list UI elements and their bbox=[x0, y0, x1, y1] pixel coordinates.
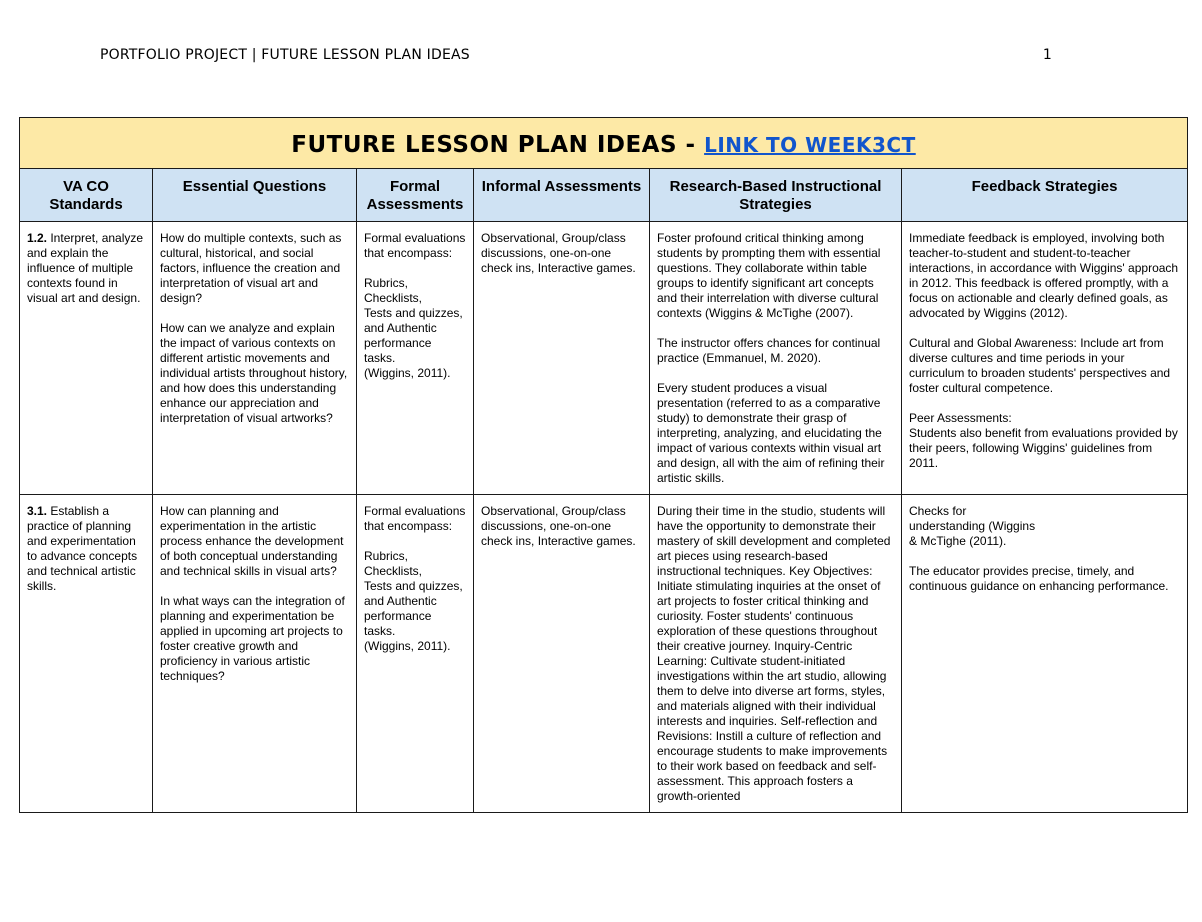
col-header-instructional-strategies: Research-Based Instructional Strategies bbox=[650, 169, 902, 222]
table-title bbox=[20, 118, 1188, 169]
standard-number: 3.1. bbox=[27, 504, 48, 518]
feedback-paragraph: Immediate feedback is employed, involving both teacher-to-student and student-to-teacher interactions, in accordance with Wiggins' approach in 2012. This feedback is offered promptly, with a focus on actionable and clearly defined goals, as advocated by Wiggins (2012). bbox=[909, 231, 1182, 320]
essential-questions-cell bbox=[153, 222, 357, 495]
strategy-paragraph: Every student produces a visual presentation (referred to as a comparative study) to demonstrate their grasp of interpreting, analyzing, and elucidating the impact of various contexts within visual art and design, all with the aim of refining their artistic skills. bbox=[657, 381, 888, 485]
lesson-plan-table bbox=[19, 117, 1188, 813]
formal-assessment-intro: Formal evaluations that encompass: bbox=[364, 504, 469, 533]
informal-assessment-text: Observational, Group/class discussions, one-on-one check ins, Interactive games. bbox=[481, 231, 636, 275]
table-row bbox=[20, 222, 1188, 495]
page-number: 1 bbox=[1042, 47, 1052, 63]
table-row bbox=[20, 495, 1188, 813]
informal-assessments-cell bbox=[474, 222, 650, 495]
document-title: PORTFOLIO PROJECT | FUTURE LESSON PLAN IDEAS bbox=[100, 47, 470, 63]
feedback-paragraph: Cultural and Global Awareness: Include art from diverse cultures and time periods in your curriculum to broaden students' perspectives and foster cultural competence. bbox=[909, 336, 1174, 395]
week3ct-link[interactable]: LINK TO WEEK3CT bbox=[704, 133, 916, 157]
essential-questions-cell bbox=[153, 495, 357, 813]
formal-assessment-list: Rubrics, Checklists, Tests and quizzes, and Authentic performance tasks. (Wiggins, 2011). bbox=[364, 549, 463, 653]
standard-cell bbox=[20, 222, 153, 495]
table-title-text: FUTURE LESSON PLAN IDEAS - bbox=[291, 132, 705, 158]
essential-question: How can planning and experimentation in the artistic process enhance the development of both conceptual understanding and technical skills in visual arts? bbox=[160, 504, 347, 578]
feedback-paragraph: Checks for understanding (Wiggins & McTighe (2011). bbox=[909, 504, 1036, 548]
strategy-paragraph: The instructor offers chances for continual practice (Emmanuel, M. 2020). bbox=[657, 336, 884, 365]
standard-text: Interpret, analyze and explain the influence of multiple contexts found in visual art and design. bbox=[27, 231, 144, 305]
column-header-row bbox=[20, 169, 1188, 222]
formal-assessment-intro: Formal evaluations that encompass: bbox=[364, 231, 469, 260]
standard-number: 1.2. bbox=[27, 231, 48, 245]
feedback-cell bbox=[902, 495, 1188, 813]
essential-question: How can we analyze and explain the impact of various contexts on different artistic movements and individual artists throughout history, and how does this understanding enhance our appreciation and interpretation of visual artworks? bbox=[160, 321, 351, 425]
col-header-formal-assessments: Formal Assessments bbox=[357, 169, 474, 222]
strategy-paragraph: During their time in the studio, students will have the opportunity to demonstrate their mastery of skill development and completed art pieces using research-based instructional techniques. Key Objectives: Initiate stimulating inquiries at the onset of art projects to foster critical thinking and curiosity. Foster students' continuous exploration of these questions throughout their creative journey. Inquiry-Centric Learning: Cultivate student-initiated investigations within the art studio, allowing them to delve into diverse art forms, styles, and materials aligned with their individual interests and inquiries. Self-reflection and Revisions: Instill a culture of reflection and encourage students to make improvements to their work based on feedback and self-assessment. This approach fosters a growth-oriented bbox=[657, 504, 894, 803]
standard-text: Establish a practice of planning and experimentation to advance concepts and technical artistic skills. bbox=[27, 504, 138, 593]
informal-assessment-text: Observational, Group/class discussions, one-on-one check ins, Interactive games. bbox=[481, 504, 636, 548]
strategy-paragraph: Foster profound critical thinking among students by prompting them with essential questions. They collaborate within table groups to identify significant art concepts and their interrelation with diverse cultural contexts (Wiggins & McTighe (2007). bbox=[657, 231, 884, 320]
strategies-cell bbox=[650, 495, 902, 813]
page-header bbox=[100, 47, 1052, 63]
essential-question: How do multiple contexts, such as cultural, historical, and social factors, influence the creation and interpretation of visual art and design? bbox=[160, 231, 345, 305]
feedback-paragraph: Peer Assessments: Students also benefit from evaluations provided by their peers, following Wiggins' guidelines from 2011. bbox=[909, 411, 1178, 470]
feedback-cell bbox=[902, 222, 1188, 495]
informal-assessments-cell bbox=[474, 495, 650, 813]
formal-assessment-list: Rubrics, Checklists, Tests and quizzes, and Authentic performance tasks. (Wiggins, 2011). bbox=[364, 276, 463, 380]
col-header-informal-assessments: Informal Assessments bbox=[474, 169, 650, 222]
standard-cell bbox=[20, 495, 153, 813]
formal-assessments-cell bbox=[357, 222, 474, 495]
col-header-feedback-strategies: Feedback Strategies bbox=[902, 169, 1188, 222]
strategies-cell bbox=[650, 222, 902, 495]
essential-question: In what ways can the integration of planning and experimentation be applied in upcoming art projects to foster creative growth and proficiency in various artistic techniques? bbox=[160, 594, 349, 683]
formal-assessments-cell bbox=[357, 495, 474, 813]
col-header-standards: VA CO Standards bbox=[20, 169, 153, 222]
col-header-essential-questions: Essential Questions bbox=[153, 169, 357, 222]
feedback-paragraph: The educator provides precise, timely, and continuous guidance on enhancing performance. bbox=[909, 564, 1169, 593]
